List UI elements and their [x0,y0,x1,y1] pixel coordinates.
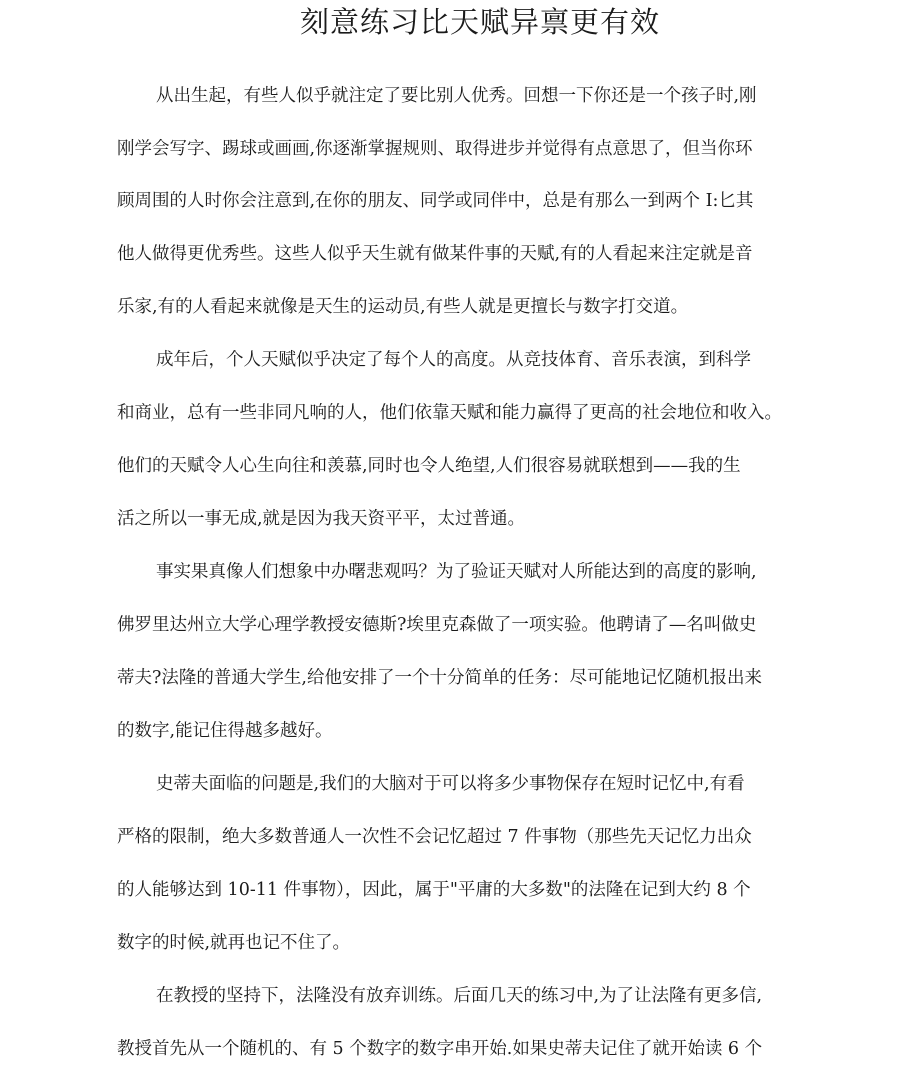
paragraph-line: 他们的天赋令人心生向往和羡慕,同时也令人绝望,人们很容易就联想到——我的生 [117,456,741,476]
paragraph-line: 和商业，总有一些非同凡响的人，他们依靠天赋和能力赢得了更高的社会地位和收入。 [117,403,782,423]
paragraph-line: 从出生起，有些人似乎就注定了要比别人优秀。回想一下你还是一个孩子时,刚 [156,86,757,106]
paragraph-line: 蒂夫?法隆的普通大学生,给他安排了一个十分简单的任务：尽可能地记忆随机报出来 [117,668,762,688]
paragraph-line: 史蒂夫面临的问题是,我们的大脑对于可以将多少事物保存在短时记忆中,有看 [156,774,745,794]
paragraph-line: 事实果真像人们想象中办曙悲观吗？为了验证天赋对人所能达到的高度的影响, [156,562,757,582]
paragraph-line: 活之所以一事无成,就是因为我天资平平，太过普通。 [117,509,526,529]
paragraph-line: 乐家,有的人看起来就像是天生的运动员,有些人就是更擅长与数字打交道。 [117,297,689,317]
paragraph-line: 成年后，个人天赋似乎决定了每个人的高度。从竞技体育、音乐表演，到科学 [156,350,751,370]
paragraph-line: 佛罗里达州立大学心理学教授安德斯?埃里克森做了一项实验。他聘请了—名叫做史 [117,615,757,635]
paragraph-line: 刚学会写字、踢球或画画,你逐渐掌握规则、取得进步并觉得有点意思了，但当你环 [117,139,753,159]
paragraph-line: 他人做得更优秀些。这些人似乎天生就有做某件事的天赋,有的人看起来注定就是音 [117,244,753,264]
paragraph-line: 数字的时候,就再也记不住了。 [117,933,351,953]
paragraph-line: 的数字,能记住得越多越好。 [117,721,333,741]
paragraph-line: 顾周围的人时你会注意到,在你的朋友、同学或同伴中，总是有那么一到两个 I:匕其 [117,191,754,211]
paragraph-line: 在教授的坚持下，法隆没有放弃训练。后面几天的练习中,为了让法隆有更多信, [156,986,763,1006]
document-title: 刻意练习比天赋异禀更有效 [299,5,660,39]
paragraph-line: 教授首先从一个随机的、有 5 个数字的数字串开始.如果史蒂夫记住了就开始读 6 个 [117,1039,763,1059]
paragraph-line: 的人能够达到 10-11 件事物），因此，属于"平庸的大多数"的法隆在记到大约 8 个 [117,880,751,900]
paragraph-line: 严格的限制，绝大多数普通人一次性不会记忆超过 7 件事物（那些先天记忆力出众 [117,827,752,847]
